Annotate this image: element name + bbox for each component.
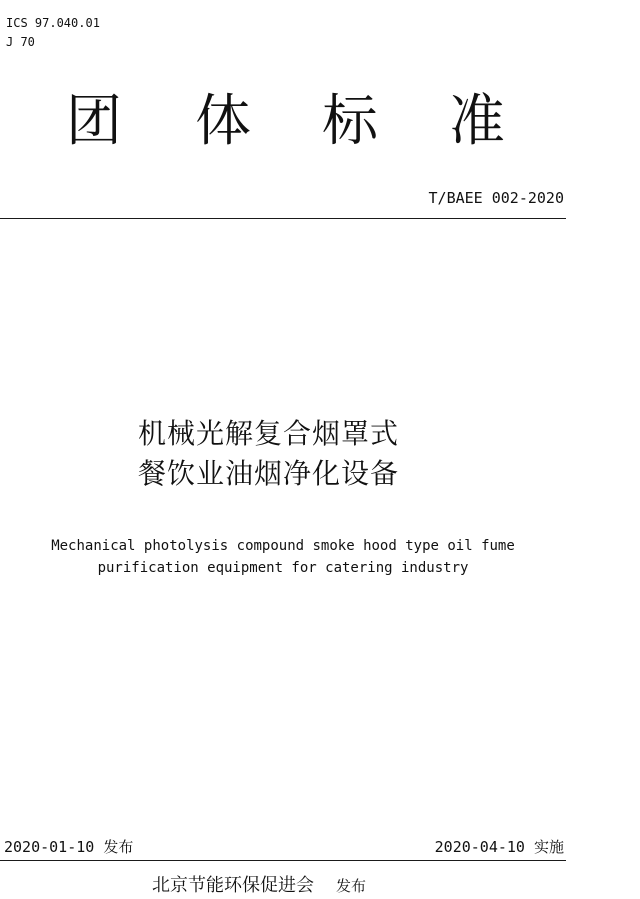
english-title-line-2: purification equipment for catering industry bbox=[97, 560, 469, 576]
publisher-action: 发布 bbox=[336, 877, 367, 895]
standard-type-char-1: 团 bbox=[66, 89, 122, 154]
implementation-date: 2020-04-10 实施 bbox=[434, 838, 564, 856]
standard-number: T/BAEE 002-2020 bbox=[428, 189, 564, 207]
bottom-divider bbox=[0, 860, 566, 861]
standard-type-title bbox=[0, 86, 575, 158]
publisher-name: 北京节能环保促进会 bbox=[152, 875, 314, 896]
standard-type-char-3: 标 bbox=[322, 89, 378, 154]
issue-date: 2020-01-10 发布 bbox=[4, 838, 134, 856]
ics-code: ICS 97.040.01 bbox=[6, 16, 100, 30]
english-title bbox=[0, 535, 566, 579]
classification-codes bbox=[6, 14, 100, 52]
publisher-line bbox=[152, 871, 366, 897]
standard-type-char-4: 准 bbox=[449, 89, 505, 154]
chinese-title bbox=[138, 414, 399, 494]
english-title-line-1: Mechanical photolysis compound smoke hood type oil fume bbox=[51, 538, 515, 554]
top-divider bbox=[0, 218, 566, 219]
ccs-code: J 70 bbox=[6, 35, 35, 49]
chinese-title-line-2: 餐饮业油烟净化设备 bbox=[138, 457, 400, 490]
standard-type-char-2: 体 bbox=[195, 89, 251, 154]
chinese-title-line-1: 机械光解复合烟罩式 bbox=[138, 417, 400, 450]
